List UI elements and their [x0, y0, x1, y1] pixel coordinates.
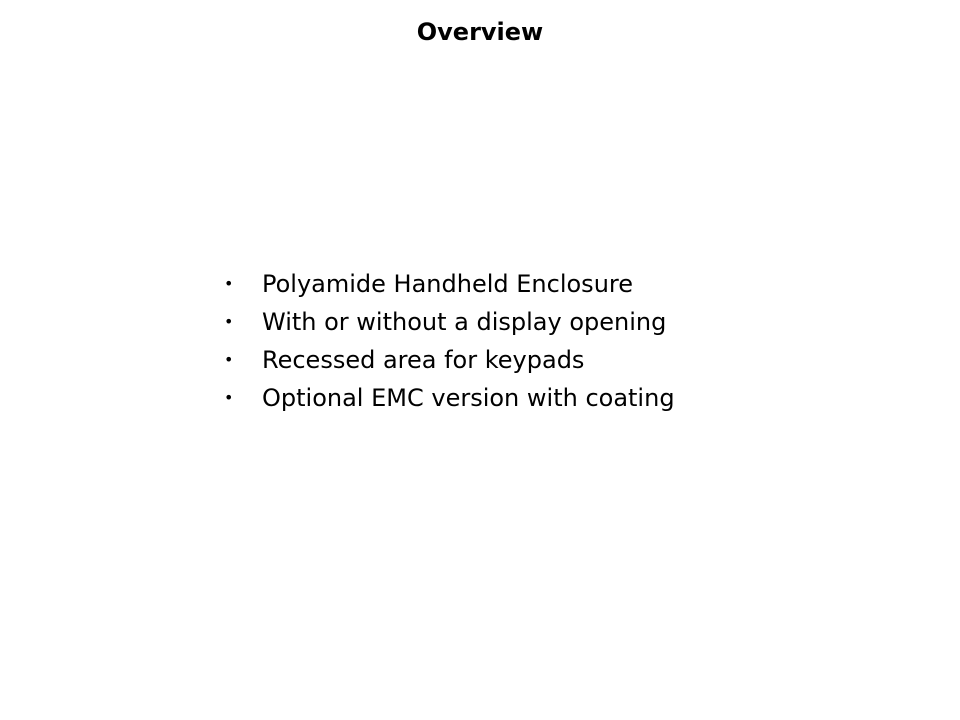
bullet-dot-icon: • [224, 350, 234, 369]
bullet-dot-icon: • [224, 274, 234, 293]
bullet-text: Polyamide Handheld Enclosure [262, 270, 634, 298]
bullet-text: With or without a display opening [262, 308, 667, 336]
bullet-dot-icon: • [224, 312, 234, 331]
slide-title: Overview [416, 18, 544, 46]
bullet-dot-icon: • [224, 388, 234, 407]
bullet-text: Optional EMC version with coating [262, 384, 675, 412]
bullet-text: Recessed area for keypads [262, 346, 585, 374]
